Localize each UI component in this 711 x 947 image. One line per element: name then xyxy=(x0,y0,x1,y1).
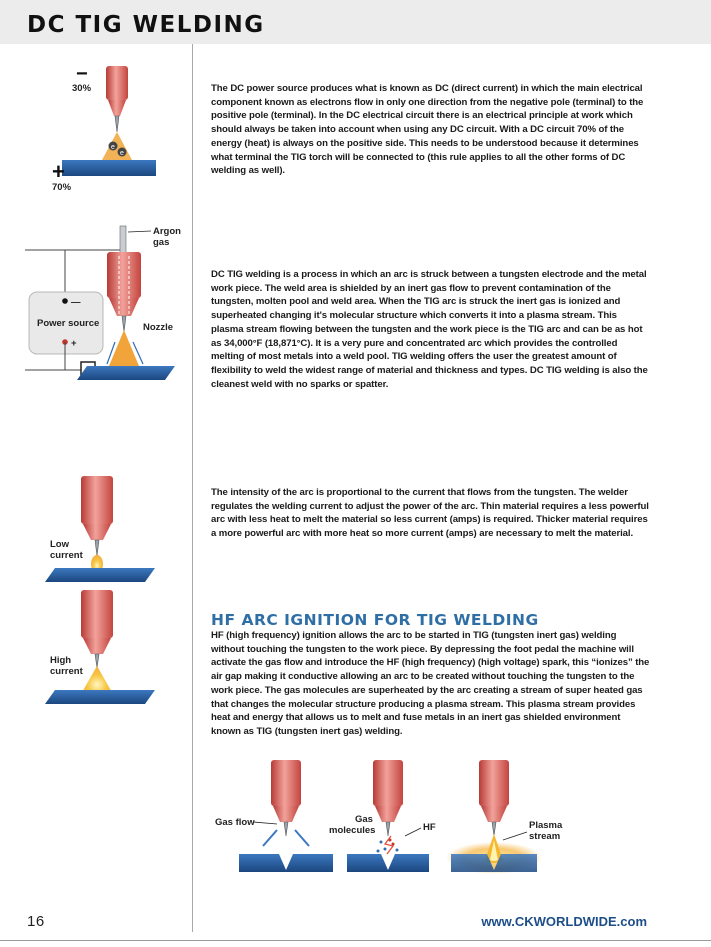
hf-label: HF xyxy=(423,822,436,833)
footer-rule xyxy=(0,940,711,941)
gas-flow-label: Gas flow xyxy=(215,817,255,828)
power-source-label: Power source xyxy=(37,318,100,329)
negative-percent: 30% xyxy=(72,83,92,94)
circuit-diagram xyxy=(25,222,185,392)
page-header xyxy=(0,0,711,44)
low-current-label-1: Low xyxy=(50,539,69,550)
positive-percent: 70% xyxy=(52,182,72,193)
high-current-label-2: current xyxy=(50,666,83,677)
gas-molecules-stage xyxy=(329,760,436,872)
nozzle-label: Nozzle xyxy=(143,322,174,333)
hf-sequence-diagram xyxy=(215,760,655,880)
gas-flow-stage xyxy=(215,760,333,872)
arc-intensity-paragraph: The intensity of the arc is proportional to the current that flows from the tungsten. The welder regulates the welding current to adjust the power of the arc. Thin material requires a less powerful arc with less heat to melt the material so less current (amps) is required. Thicker material requires a more powerful arc with more heat so more current (amps) are necessary to melt the material. xyxy=(211,487,649,540)
page-title: DC TIG WELDING xyxy=(27,12,265,38)
dc-tig-paragraph: DC TIG welding is a process in which an arc is struck between a tungsten electrode and the metal work piece. The weld area is shielded by an inert gas flow to prevent contamination of the tungsten, molten pool and weld area. When the TIG arc is struck the inert gas is ionized and superheated changing it's molecular structure which converts it into a plasma stream. This plasma stream flowing between the tungsten and the work piece is the TIG arc and can be as hot as 34,000°F (18,871°C). It is a very pure and concentrated arc which provides the controlled melting of most metals into a weld pool. TIG welding offers the user the greatest amount of flexibility to weld the widest range of material and thickness and types. DC TIG welding is also the cleanest weld with no sparks or spatter. xyxy=(211,269,648,390)
plasma-stream-label-2: stream xyxy=(529,831,561,842)
low-current-label-2: current xyxy=(50,550,83,561)
low-current-diagram xyxy=(45,476,155,586)
svg-text:e: e xyxy=(111,144,115,151)
gas-molecules-label-2: molecules xyxy=(329,825,376,836)
column-divider xyxy=(192,44,193,932)
hf-arc-heading: HF ARC IGNITION FOR TIG WELDING xyxy=(211,611,539,629)
negative-sign: − xyxy=(76,63,88,85)
power-plus-label: + xyxy=(71,338,77,349)
argon-gas-label-2: gas xyxy=(153,237,170,248)
polarity-diagram xyxy=(40,60,170,200)
page-number: 16 xyxy=(27,913,45,930)
hf-ignition-paragraph: HF (high frequency) ignition allows the arc to be started in TIG (tungsten inert gas) welding without touching the tungsten to the work piece. By depressing the foot pedal the machine will activate the gas flow and introduce the HF (high frequency) (high voltage) spark, this “ionizes” the air gap making it conductive allowing an arc to be created without touching the tungsten to the work piece. The gas molecules are superheated by the arc creating a stream of super heated gas that changes the molecular structure producing a plasma stream. This plasma stream provides heat and energy that allows us to melt and fuse metals in an inert gas shielded environment known as TIG (tungsten inert gas) welding. xyxy=(211,630,650,737)
svg-text:e: e xyxy=(120,150,124,157)
website-link[interactable]: www.CKWORLDWIDE.com xyxy=(481,914,647,929)
plasma-stream-stage xyxy=(446,760,563,874)
argon-gas-label-1: Argon xyxy=(153,226,181,237)
plasma-stream-label-1: Plasma xyxy=(529,820,563,831)
dc-power-paragraph: The DC power source produces what is known as DC (direct current) in which the main electrical component known as electrons flow in only one direction from the negative pole (terminal) to the positive pole (terminal). In the DC electrical circuit there is an electrical principle at work which should always be taken into account when using any DC circuit. With a DC circuit 70% of the energy (heat) is always on the positive side. This needs to be understood because it determines what terminal the TIG torch will be connected to (this rule applies to all the other forms of DC welding as well). xyxy=(211,83,644,177)
gas-molecules-label-1: Gas xyxy=(355,814,373,825)
power-minus-label: — xyxy=(71,297,81,308)
positive-sign: + xyxy=(52,159,65,184)
high-current-diagram xyxy=(45,590,155,710)
high-current-label-1: High xyxy=(50,655,72,666)
